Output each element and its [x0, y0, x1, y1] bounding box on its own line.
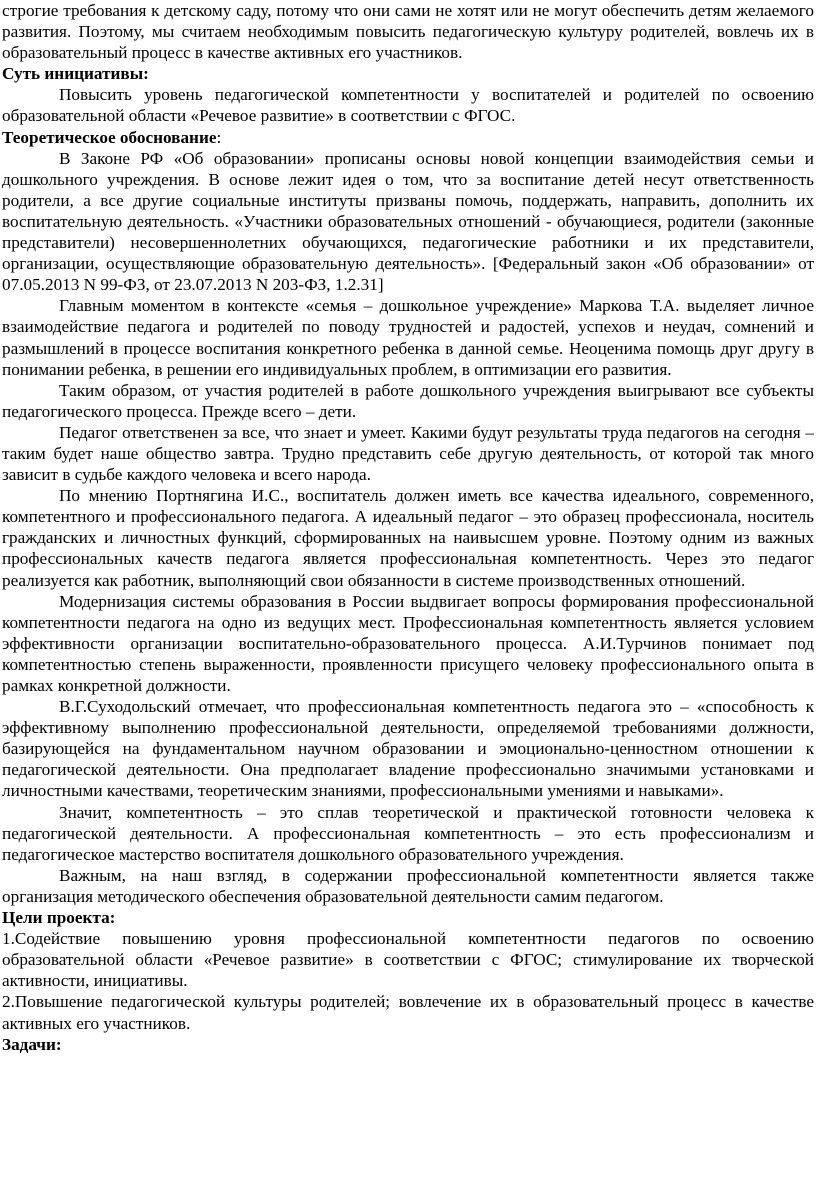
theory-paragraph: Таким образом, от участия родителей в работе дошкольного учреждения выигрывают все субъекты педагогического процесса. Прежде всего – дети. — [2, 380, 814, 421]
intro-paragraph: строгие требования к детскому саду, потому что они сами не хотят или не могут обеспечить детям желаемого развития. Поэтому, мы считаем необходимым повысить педагогическую культуру родителей, вовлечь их в образовательный процесс в качестве активных его участников. — [2, 1, 814, 63]
theory-heading-line — [2, 127, 814, 148]
essence-heading: Суть инициативы: — [2, 64, 149, 84]
theory-paragraph: Главным моментом в контексте «семья – дошкольное учреждение» Маркова Т.А. выделяет личное взаимодействие педагога и родителей по поводу трудностей и радостей, успехов и неудач, сомнений и размышлений в процессе воспитания конкретного ребенка в данной семье. Неоценима помощь друг другу в понимании ребенка, в решении его индивидуальных проблем, в оптимизации его развития. — [2, 296, 814, 379]
theory-paragraph: В.Г.Суходольский отмечает, что профессиональная компетентность педагога это – «способность к эффективному выполнению профессиональной деятельности, определяемой требованиями должности, базирующейся на фундаментальном научном образовании и эмоционально-ценностном отношении к педагогической деятельности. Она предполагает владение профессионально значимыми установками и личностными качествами, теоретическим знаниями, профессиональными умениями и навыками». — [2, 697, 814, 801]
essence-paragraph: Повысить уровень педагогической компетентности у воспитателей и родителей по освоению образовательной области «Речевое развитие» в соответствии с ФГОС. — [2, 85, 814, 126]
theory-heading-colon: : — [216, 127, 222, 147]
theory-paragraph: Значит, компетентность – это сплав теоретической и практической готовности человека к педагогической деятельности. А профессиональная компетентность – это есть профессионализм и педагогическое мастерство воспитателя дошкольного образовательного учреждения. — [2, 802, 814, 864]
tasks-heading: Задачи: — [2, 1034, 62, 1054]
document-page — [2, 0, 814, 1055]
goal-item: 2.Повышение педагогической культуры родителей; вовлечение их в образовательный процесс в качестве активных его участников. — [2, 992, 814, 1033]
theory-paragraph: Важным, на наш взгляд, в содержании профессиональной компетентности является также организация методического обеспечения образовательной деятельности самим педагогом. — [2, 865, 814, 906]
theory-paragraph: Модернизация системы образования в России выдвигает вопросы формирования профессиональной компетентности педагога на одно из ведущих мест. Профессиональная компетентность является условием эффективности организации воспитательно-образовательного процесса. А.И.Турчинов понимает под компетентностью степень выраженности, проявленности присущего человеку профессионального опыта в рамках конкретной должности. — [2, 591, 814, 695]
theory-paragraph: В Законе РФ «Об образовании» прописаны основы новой концепции взаимодействия семьи и дошкольного учреждения. В основе лежит идея о том, что за воспитание детей несут ответственность родители, а все другие социальные институты призваны помочь, поддержать, направить, дополнить их воспитательную деятельность. «Участники образовательных отношений - обучающиеся, родители (законные представители) несовершеннолетних обучающихся, педагогические работники и их представители, организации, осуществляющие образовательную деятельность». [Федеральный закон «Об образовании» от 07.05.2013 N 99-ФЗ, от 23.07.2013 N 203-ФЗ, 1.2.31] — [2, 148, 814, 295]
theory-heading: Теоретическое обоснование — [2, 127, 217, 147]
theory-paragraph: По мнению Портнягина И.С., воспитатель должен иметь все качества идеального, современного, компетентного и профессионального педагога. А идеальный педагог – это образец профессионала, носитель гражданских и личностных функций, сформированных на наивысшем уровне. Поэтому одним из важных профессиональных качеств педагога является профессиональная компетентность. Через это педагог реализуется как работник, выполняющий свои обязанности в системе производственных отношений. — [2, 486, 814, 590]
goals-heading: Цели проекта: — [2, 908, 116, 928]
theory-paragraph: Педагог ответственен за все, что знает и умеет. Какими будут результаты труда педагогов на сегодня – таким будет наше общество завтра. Трудно представить себе другую деятельность, от которой так много зависит в судьбе каждого человека и всего народа. — [2, 422, 814, 485]
goal-item: 1.Содействие повышению уровня профессиональной компетентности педагогов по освоению образовательной области «Речевое развитие» в соответствии с ФГОС; стимулирование их творческой активности, инициативы. — [2, 929, 814, 991]
